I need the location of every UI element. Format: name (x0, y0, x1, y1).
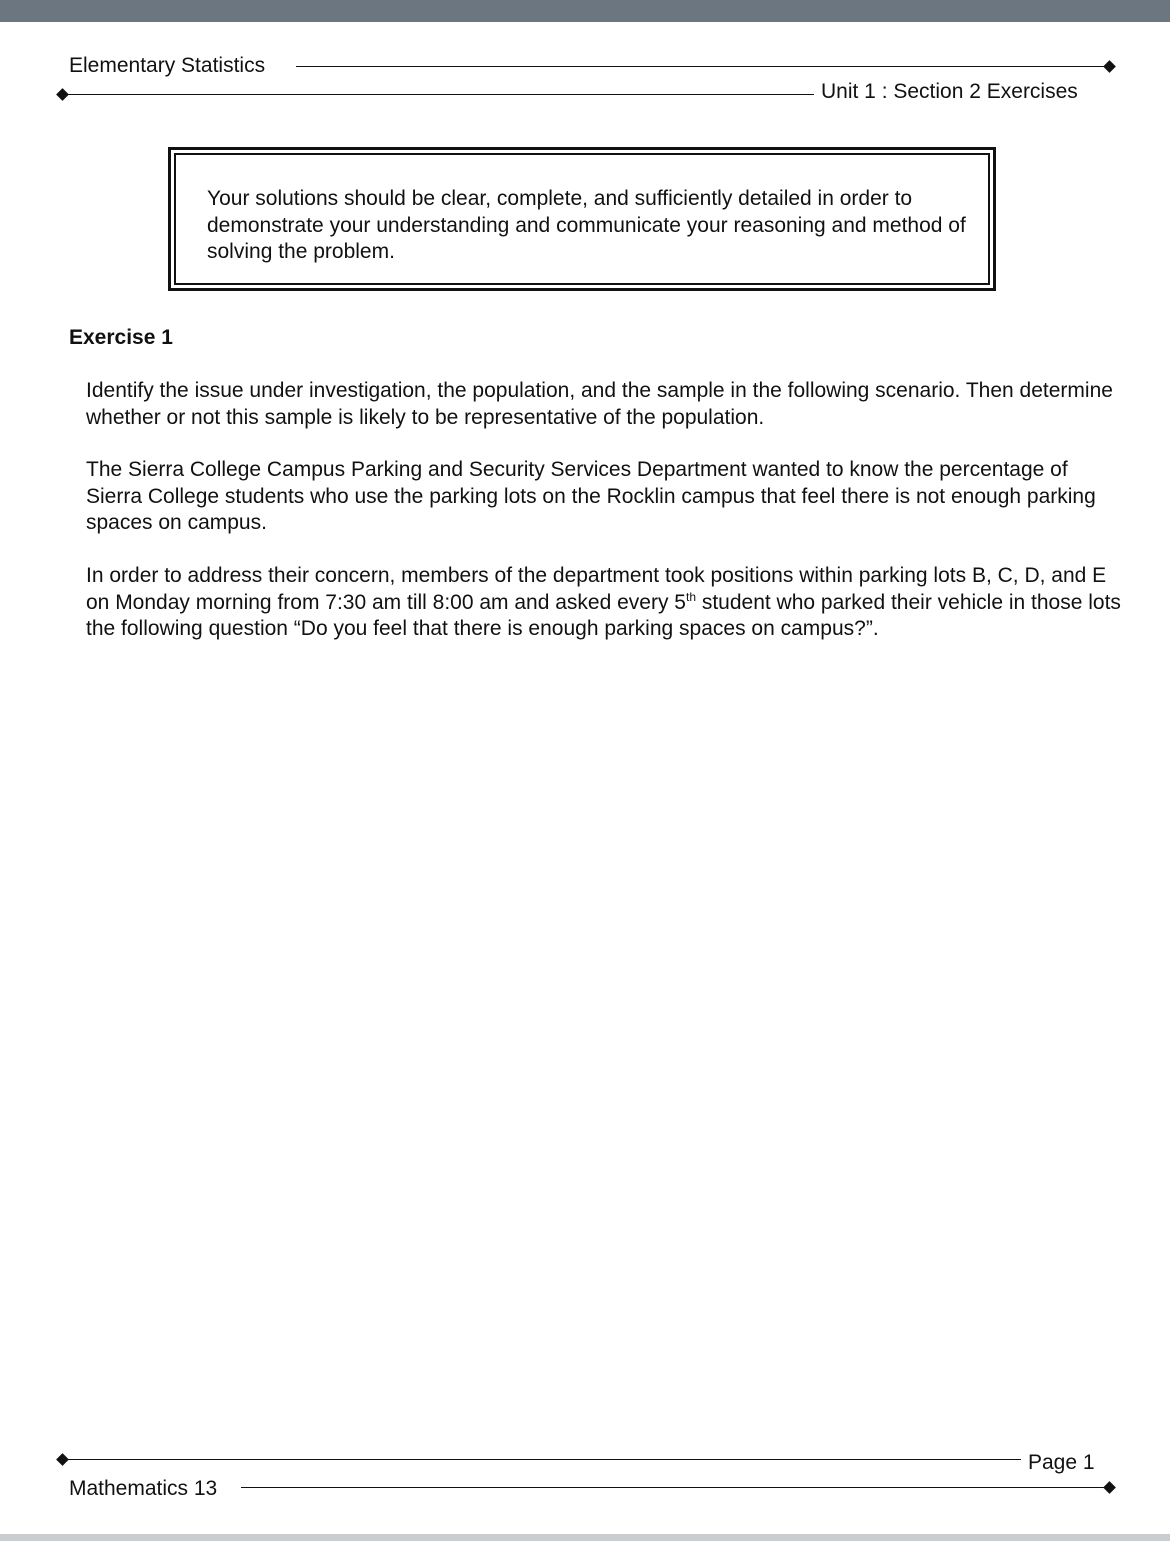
exercise-method (86, 563, 1126, 643)
header-rule-top (296, 66, 1104, 67)
diamond-icon (1103, 1481, 1116, 1494)
exercise-instructions: Identify the issue under investigation, the population, and the sample in the following scenario. Then determine whether or not this sample is likely to be representative of the population. (86, 379, 1113, 429)
exercise-scenario: The Sierra College Campus Parking and Security Services Department wanted to know the percentage of Sierra College students who use the parking lots on the Rocklin campus that feel there is not enough parking spaces on campus. (86, 458, 1096, 534)
notice-inner-border (174, 153, 990, 285)
method-text-end: student who parked their vehicle in those lots the following question “Do you feel that there is enough parking spaces on campus?”. (86, 590, 1121, 640)
method-text-start: In order to address their concern, members of the department took positions within parking lots B, C, D, and E on Monday morning from 7:30 am till 8:00 am and asked every 5 (86, 564, 1107, 614)
instructions-notice-box (168, 147, 996, 291)
footer-rule-top (66, 1459, 1021, 1460)
course-title: Elementary Statistics (69, 54, 266, 77)
exercise-heading: Exercise 1 (69, 326, 173, 349)
page-number: Page 1 (1028, 1451, 1095, 1474)
notice-text: Your solutions should be clear, complete, and sufficiently detailed in order to demonstrate your understanding and communicate your reasoning and method of solving the problem. (207, 187, 966, 263)
diamond-icon (1103, 60, 1116, 73)
top-banner (0, 0, 1170, 22)
ordinal-suffix: th (685, 589, 696, 604)
footer-rule-bottom (241, 1487, 1104, 1488)
section-label: Unit 1 : Section 2 Exercises (821, 80, 1078, 103)
course-code: Mathematics 13 (69, 1477, 218, 1500)
header-rule-bottom (66, 94, 814, 95)
bottom-strip (0, 1534, 1170, 1541)
